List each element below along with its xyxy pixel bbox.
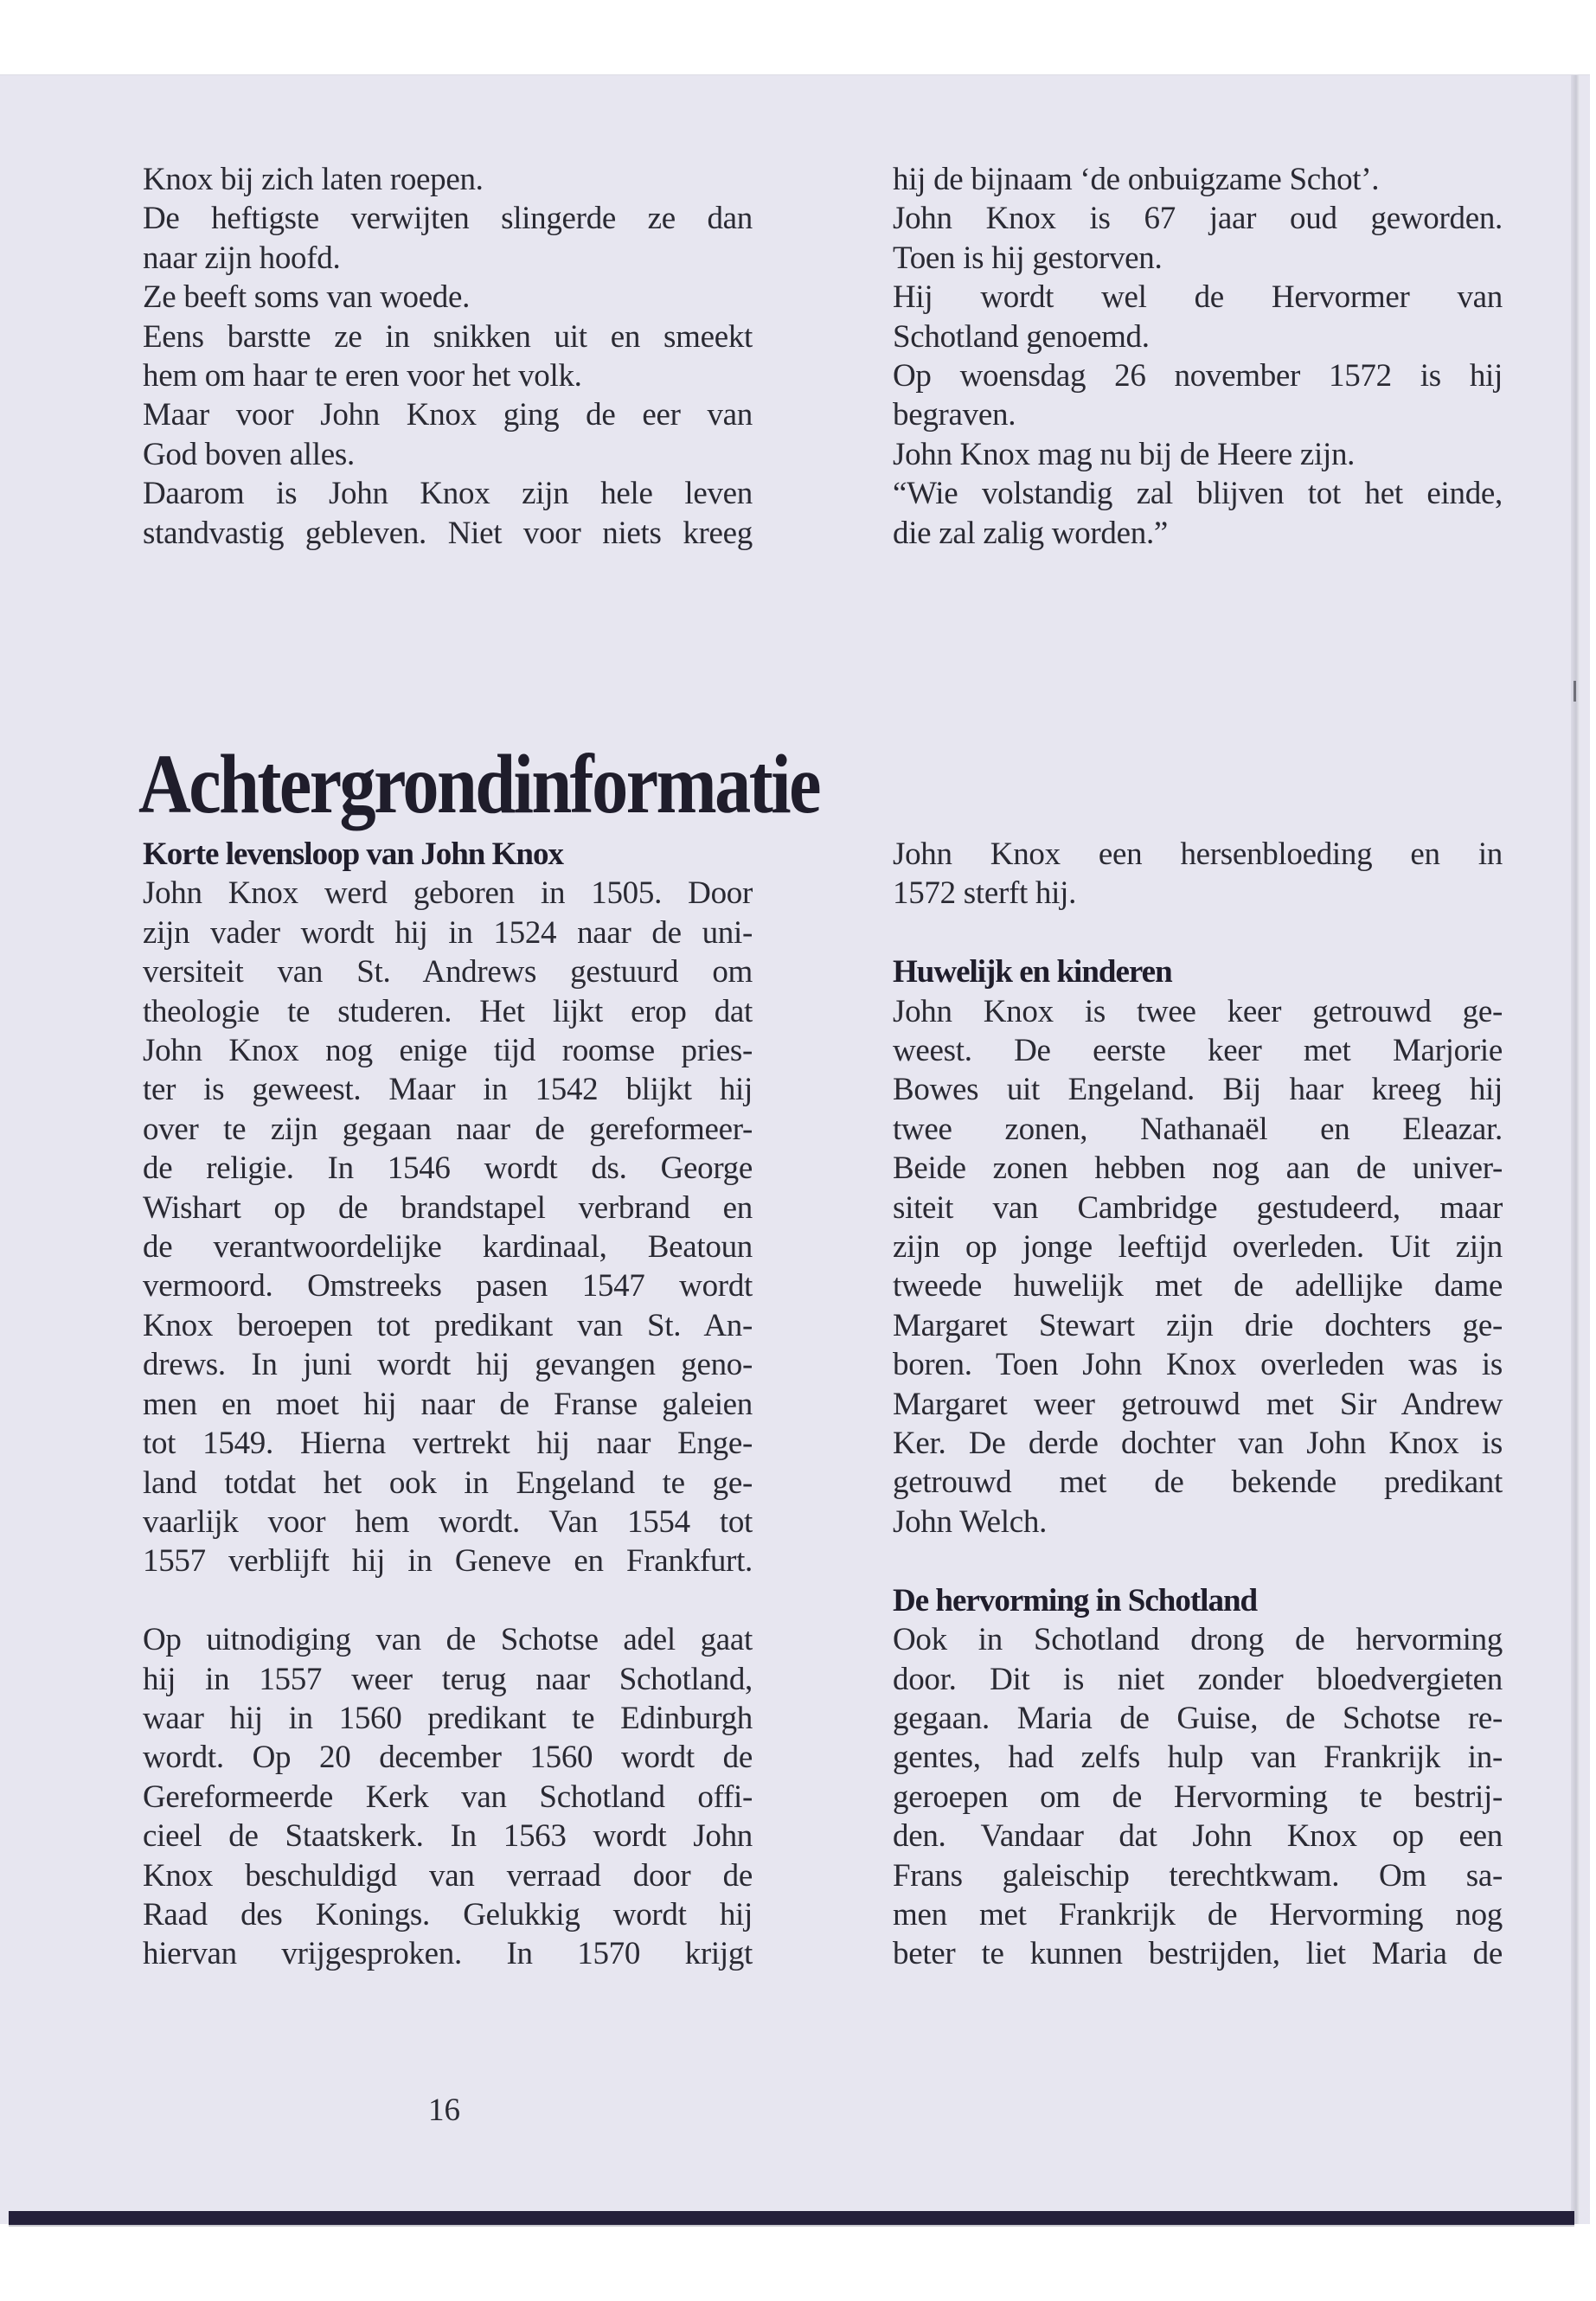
text-line: waar hij in 1560 predikant te Edinburgh <box>143 1700 753 1736</box>
text-line: Eens barstte ze in snikken uit en smeekt <box>143 318 753 355</box>
text-line: men met Frankrijk de Hervorming nog <box>893 1896 1503 1932</box>
text-line: boren. Toen John Knox overleden was is <box>893 1347 1503 1383</box>
text-line: zijn vader wordt hij in 1524 naar de uni- <box>143 914 753 951</box>
text-line: beter te kunnen bestrijden, liet Maria de <box>893 1936 1503 1972</box>
text-line: John Knox is twee keer getrouwd ge- <box>893 993 1503 1029</box>
paragraph-gap <box>893 1541 1503 1580</box>
text-line: begraven. <box>893 397 1016 433</box>
text-line: John Knox nog enige tijd roomse pries- <box>143 1033 753 1069</box>
paragraph-reformation <box>893 1620 1503 1974</box>
text-line: Ze beeft soms van woede. <box>143 279 471 316</box>
text-line: wordt. Op 20 december 1560 wordt de <box>143 1740 753 1776</box>
text-line: tot 1549. Hierna vertrekt hij naar Enge- <box>143 1426 753 1462</box>
page-number: 16 <box>428 2093 460 2128</box>
text-line: Beide zonen hebben nog aan de univer- <box>893 1150 1503 1187</box>
text-line: versiteit van St. Andrews gestuurd om <box>143 954 753 990</box>
paragraph-gap <box>893 913 1503 952</box>
text-line: Gereformeerde Kerk van Schotland offi- <box>143 1779 753 1815</box>
text-line: hiervan vrijgesproken. In 1570 krijgt <box>143 1936 753 1972</box>
text-line: over te zijn gegaan naar de gereformeer- <box>143 1111 753 1147</box>
paragraph-biography-1 <box>143 874 753 1580</box>
paragraph-marriage <box>893 992 1503 1542</box>
subhead-reformation: De hervorming in Schotland <box>893 1582 1258 1618</box>
paragraph-gap <box>143 1581 753 1620</box>
text-line: Margaret Stewart zijn drie dochters ge- <box>893 1307 1503 1343</box>
text-line: John Knox mag nu bij de Heere zijn. <box>893 436 1356 472</box>
text-line: Hij wordt wel de Hervormer van <box>893 279 1503 316</box>
top-right-column <box>893 160 1503 553</box>
text-line: Raad des Konings. Gelukkig wordt hij <box>143 1896 753 1932</box>
page-edge-shadow <box>1571 75 1580 2224</box>
text-line: zijn op jonge leeftijd overleden. Uit zijn <box>893 1229 1503 1266</box>
text-line: geroepen om de Hervorming te bestrij- <box>893 1779 1503 1815</box>
subhead-marriage: Huwelijk en kinderen <box>893 954 1172 990</box>
text-line: weest. De eerste keer met Marjorie <box>893 1033 1503 1069</box>
text-line: Wishart op de brandstapel verbrand en <box>143 1189 753 1226</box>
subhead-biography: Korte levensloop van John Knox <box>143 836 563 872</box>
text-line: siteit van Cambridge gestudeerd, maar <box>893 1189 1503 1226</box>
text-line: Daarom is John Knox zijn hele leven <box>143 476 753 512</box>
text-line: hij de bijnaam ‘de onbuigzame Schot’. <box>893 162 1380 197</box>
text-line: die zal zalig worden.” <box>893 515 1169 551</box>
text-line: hij in 1557 weer terug naar Schotland, <box>143 1661 753 1697</box>
text-line: drews. In juni wordt hij gevangen geno- <box>143 1347 753 1383</box>
text-line: Knox bij zich laten roepen. <box>143 162 484 197</box>
bottom-dark-band <box>9 2211 1574 2227</box>
text-line: de religie. In 1546 wordt ds. George <box>143 1150 753 1187</box>
text-line: De heftigste verwijten slingerde ze dan <box>143 201 753 237</box>
text-line: ter is geweest. Maar in 1542 blijkt hij <box>143 1072 753 1108</box>
text-line: tweede huwelijk met de adellijke dame <box>893 1268 1503 1304</box>
paragraph-continuation <box>893 835 1503 913</box>
paragraph-biography-2 <box>143 1620 753 1974</box>
text-line: John Knox werd geboren in 1505. Door <box>143 875 753 912</box>
top-left-column <box>143 160 753 553</box>
text-line: hem om haar te eren voor het volk. <box>143 358 582 394</box>
text-line: John Knox is 67 jaar oud geworden. <box>893 201 1503 237</box>
text-line: door. Dit is niet zonder bloedvergieten <box>893 1661 1503 1697</box>
text-line: Maar voor John Knox ging de eer van <box>143 397 753 433</box>
text-line: cieel de Staatskerk. In 1563 wordt John <box>143 1818 753 1855</box>
text-line: men en moet hij naar de Franse galeien <box>143 1386 753 1422</box>
text-line: Bowes uit Engeland. Bij haar kreeg hij <box>893 1072 1503 1108</box>
text-line: Ker. De derde dochter van John Knox is <box>893 1426 1503 1462</box>
text-line: gegaan. Maria de Guise, de Schotse re- <box>893 1700 1503 1736</box>
text-line: John Welch. <box>893 1503 1048 1540</box>
text-line: gentes, had zelfs hulp van Frankrijk in- <box>893 1740 1503 1776</box>
page-edge-mark <box>1574 681 1576 702</box>
text-line: Frans galeischip terechtkwam. Om sa- <box>893 1857 1503 1894</box>
text-line: vermoord. Omstreeks pasen 1547 wordt <box>143 1268 753 1304</box>
text-line: Op woensdag 26 november 1572 is hij <box>893 358 1503 394</box>
text-line: 1557 verblijft hij in Geneve en Frankfurt. <box>143 1543 753 1580</box>
text-line: 1572 sterft hij. <box>893 875 1077 912</box>
text-line: “Wie volstandig zal blijven tot het einde, <box>893 476 1503 512</box>
text-line: John Knox een hersenbloeding en in <box>893 836 1503 872</box>
text-line: standvastig gebleven. Niet voor niets kreeg <box>143 515 753 551</box>
text-line: twee zonen, Nathanaël en Eleazar. <box>893 1111 1503 1147</box>
text-line: den. Vandaar dat John Knox op een <box>893 1818 1503 1855</box>
text-line: vaarlijk voor hem wordt. Van 1554 tot <box>143 1503 753 1540</box>
text-line: naar zijn hoofd. <box>143 240 341 276</box>
text-line: theologie te studeren. Het lijkt erop dat <box>143 993 753 1029</box>
text-line: Schotland genoemd. <box>893 318 1150 355</box>
text-line: Toen is hij gestorven. <box>893 240 1163 276</box>
section-title: Achtergrondinformatie <box>138 737 819 831</box>
text-line: de verantwoordelijke kardinaal, Beatoun <box>143 1229 753 1266</box>
text-line: Op uitnodiging van de Schotse adel gaat <box>143 1622 753 1658</box>
bottom-right-column <box>893 835 1503 1974</box>
text-line: land totdat het ook in Engeland te ge- <box>143 1465 753 1501</box>
text-line: Knox beschuldigd van verraad door de <box>143 1857 753 1894</box>
text-line: Knox beroepen tot predikant van St. An- <box>143 1307 753 1343</box>
text-line: Margaret weer getrouwd met Sir Andrew <box>893 1386 1503 1422</box>
text-line: Ook in Schotland drong de hervorming <box>893 1622 1503 1658</box>
bottom-left-column <box>143 835 753 1974</box>
text-line: getrouwd met de bekende predikant <box>893 1465 1503 1501</box>
text-line: God boven alles. <box>143 436 355 472</box>
